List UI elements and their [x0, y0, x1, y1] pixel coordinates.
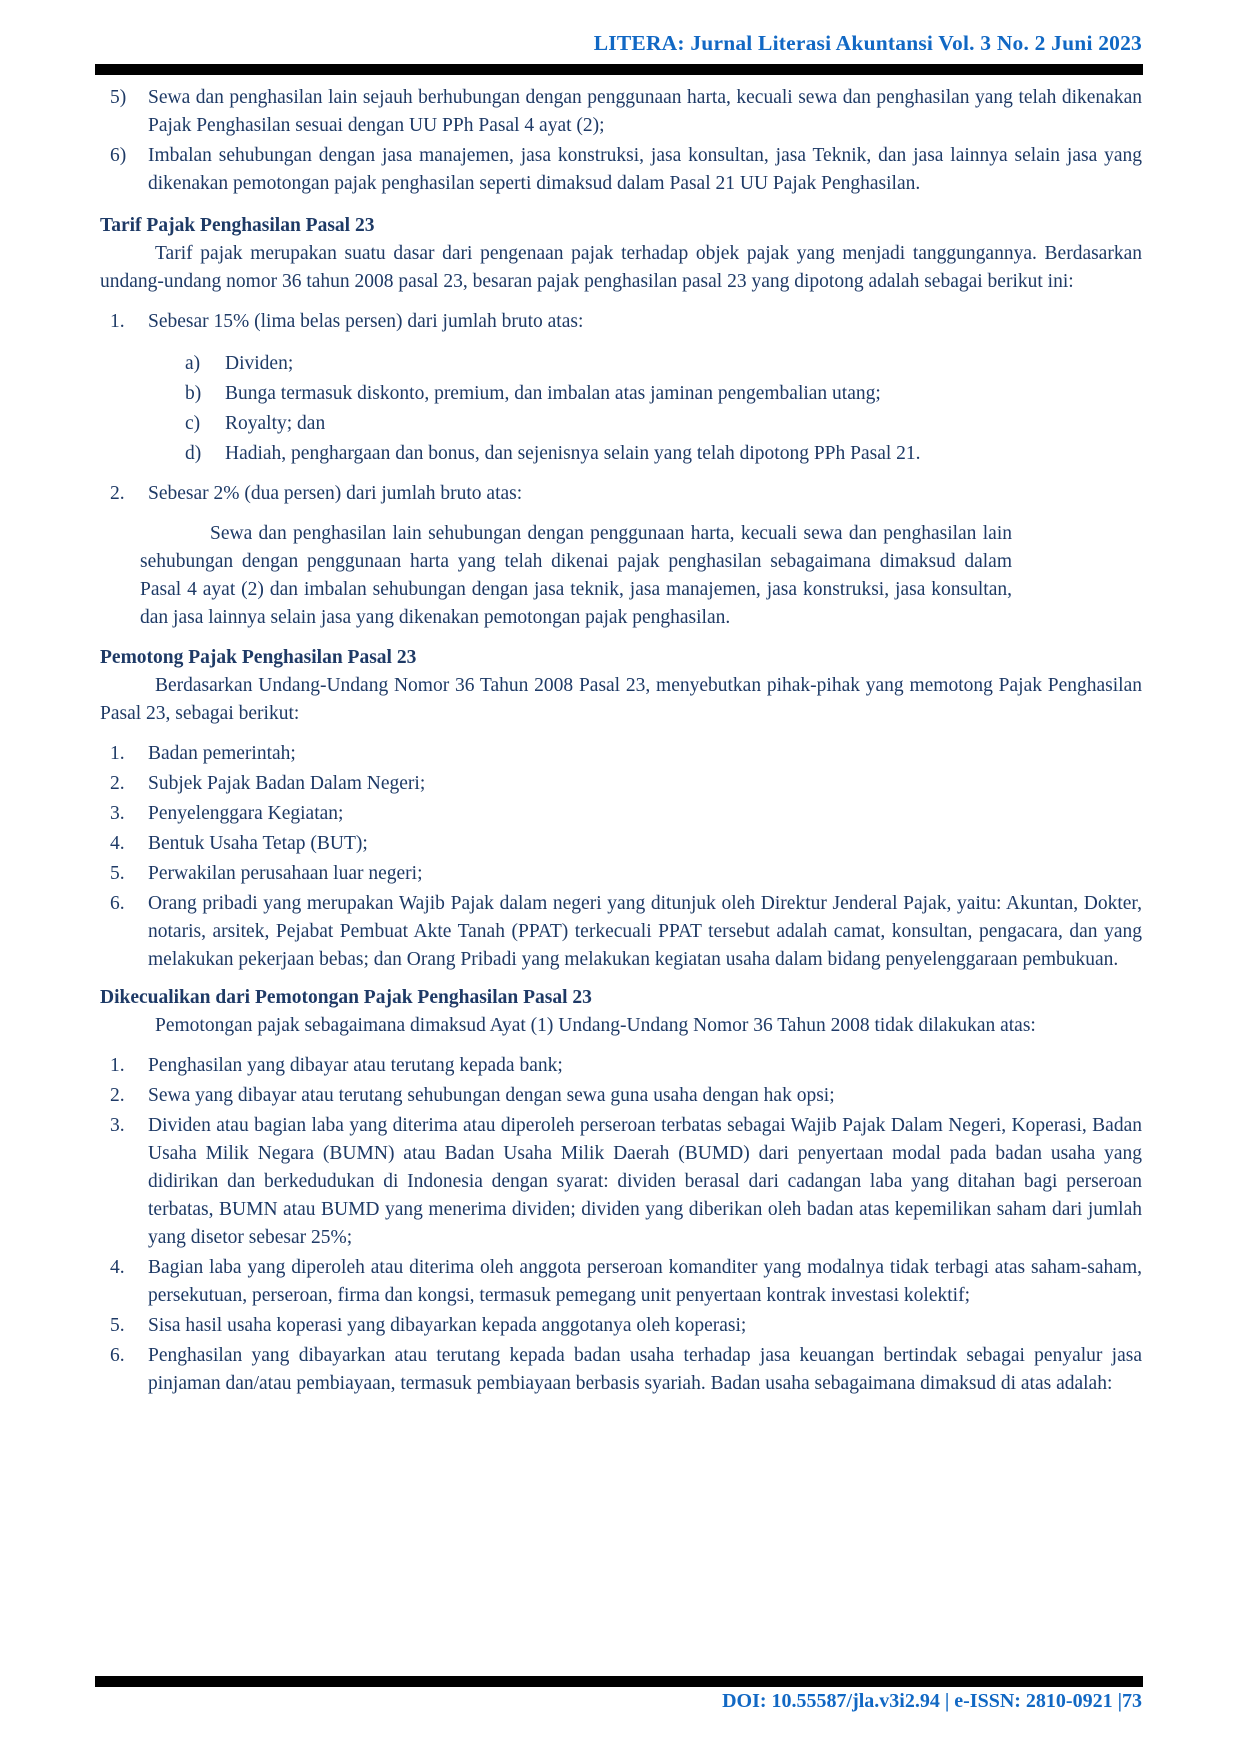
header-rule — [95, 64, 1143, 75]
list-marker: a) — [185, 353, 201, 374]
list-item — [100, 740, 1142, 768]
list-item — [100, 1112, 1142, 1252]
list-item-text: Subjek Pajak Badan Dalam Negeri; — [148, 773, 426, 794]
list-item — [100, 1082, 1142, 1110]
list-item-text: Penghasilan yang dibayar atau terutang kepada bank; — [148, 1055, 563, 1076]
list-item — [100, 480, 1142, 508]
list-marker: 1. — [110, 311, 125, 332]
list-marker: 4. — [110, 833, 125, 854]
list-item-text: Dividen; — [225, 353, 294, 374]
list-item-text: Royalty; dan — [225, 413, 326, 434]
section-heading-tarif: Tarif Pajak Penghasilan Pasal 23 — [100, 215, 375, 236]
list-item — [100, 380, 1142, 408]
list-item — [100, 830, 1142, 858]
list-marker: 5) — [110, 87, 127, 108]
list-item — [100, 142, 1142, 198]
list-item-text: Sewa dan penghasilan lain sejauh berhubungan dengan penggunaan harta, kecuali sewa dan penghasilan yang telah dikenakan Pajak Penghasilan sesuai dengan UU PPh Pasal 4 ayat (2); — [148, 87, 1142, 136]
doi-footer: DOI: 10.55587/jla.v3i2.94 | e-ISSN: 2810-0921 |73 — [722, 1690, 1142, 1712]
list-marker: 1. — [110, 743, 125, 764]
list-item — [100, 440, 1142, 468]
list-item — [100, 308, 1142, 336]
section-heading-dikecualikan: Dikecualikan dari Pemotongan Pajak Penghasilan Pasal 23 — [100, 987, 592, 1008]
paragraph: Berdasarkan Undang-Undang Nomor 36 Tahun 2008 Pasal 23, menyebutkan pihak-pihak yang memotong Pajak Penghasilan Pasal 23, sebagai berikut: — [100, 675, 1142, 724]
list-item-text: Badan pemerintah; — [148, 743, 296, 764]
list-marker: 1. — [110, 1055, 125, 1076]
list-marker: 5. — [110, 863, 125, 884]
list-item-text: Imbalan sehubungan dengan jasa manajemen, jasa konstruksi, jasa konsultan, jasa Teknik, dan jasa lainnya selain jasa yang dikenakan pemotongan pajak penghasilan seperti dimaksud dalam Pasal 21 UU Pajak Penghasilan. — [148, 145, 1142, 194]
list-marker: c) — [185, 413, 201, 434]
list-item-text: Bentuk Usaha Tetap (BUT); — [148, 833, 368, 854]
paragraph: Sewa dan penghasilan lain sehubungan dengan penggunaan harta, kecuali sewa dan penghasilan lain sehubungan dengan penggunaan harta yang telah dikenai pajak penghasilan sebagaimana dimaksud dalam Pasal 4 ayat (2) dan imbalan sehubungan dengan jasa teknik, jasa manajemen, jasa konstruksi, jasa konsultan, dan jasa lainnya selain jasa yang dikenakan pemotongan pajak penghasilan. — [140, 523, 1012, 628]
page-content — [100, 84, 1142, 1400]
list-item — [100, 770, 1142, 798]
list-item — [100, 410, 1142, 438]
list-item-text: Perwakilan perusahaan luar negeri; — [148, 863, 423, 884]
footer-rule — [95, 1676, 1143, 1687]
list-item — [100, 1312, 1142, 1340]
list-marker: 6. — [110, 1345, 125, 1366]
list-item-text: Hadiah, penghargaan dan bonus, dan sejenisnya selain yang telah dipotong PPh Pasal 21. — [225, 443, 921, 464]
section-heading-pemotong: Pemotong Pajak Penghasilan Pasal 23 — [100, 647, 417, 668]
list-item-text: Sewa yang dibayar atau terutang sehubungan dengan sewa guna usaha dengan hak opsi; — [148, 1085, 835, 1106]
list-marker: 6. — [110, 893, 125, 914]
list-item-text: Sebesar 15% (lima belas persen) dari jumlah bruto atas: — [148, 311, 584, 332]
list-item — [100, 890, 1142, 974]
list-item-text: Penyelenggara Kegiatan; — [148, 803, 344, 824]
journal-header: LITERA: Jurnal Literasi Akuntansi Vol. 3 No. 2 Juni 2023 — [593, 31, 1142, 55]
list-marker: b) — [185, 383, 202, 404]
list-item-text: Bagian laba yang diperoleh atau diterima oleh anggota perseroan komanditer yang modalnya tidak terbagi atas saham-saham, persekutuan, perseroan, firma dan kongsi, termasuk pemegang unit penyertaan kontrak investasi kolektif; — [148, 1257, 1142, 1306]
list-marker: 3. — [110, 803, 125, 824]
list-item — [100, 350, 1142, 378]
list-item-text: Dividen atau bagian laba yang diterima atau diperoleh perseroan terbatas sebagai Wajib Pajak Dalam Negeri, Koperasi, Badan Usaha Milik Negara (BUMN) atau Badan Usaha Milik Daerah (BUMD) dari penyertaan modal pada badan usaha yang didirikan dan berkedudukan di Indonesia dengan syarat: dividen berasal dari cadangan laba yang ditahan bagi perseroan terbatas, BUMN atau BUMD yang menerima dividen; dividen yang diberikan oleh badan atas kepemilikan saham dari jumlah yang disetor sebesar 25%; — [148, 1115, 1142, 1248]
list-item — [100, 800, 1142, 828]
list-marker: 5. — [110, 1315, 125, 1336]
list-item — [100, 1254, 1142, 1310]
list-marker: 2. — [110, 1085, 125, 1106]
list-marker: 2. — [110, 773, 125, 794]
list-item-text: Orang pribadi yang merupakan Wajib Pajak dalam negeri yang ditunjuk oleh Direktur Jenderal Pajak, yaitu: Akuntan, Dokter, notaris, arsitek, Pejabat Pembuat Akte Tanah (PPAT) terkecuali PPAT tersebut adalah camat, konsultan, pengacara, dan yang melakukan pekerjaan bebas; dan Orang Pribadi yang melakukan kegiatan usaha dalam bidang penyelenggaraan pembukuan. — [148, 893, 1142, 970]
list-item — [100, 860, 1142, 888]
paragraph: Tarif pajak merupakan suatu dasar dari pengenaan pajak terhadap objek pajak yang menjadi tanggungannya. Berdasarkan undang-undang nomor 36 tahun 2008 pasal 23, besaran pajak penghasilan pasal 23 yang dipotong adalah sebagai berikut ini: — [100, 243, 1142, 292]
list-marker: 6) — [110, 145, 127, 166]
list-item-text: Penghasilan yang dibayarkan atau terutang kepada badan usaha terhadap jasa keuangan bertindak sebagai penyalur jasa pinjaman dan/atau pembiayaan, termasuk pembiayaan berbasis syariah. Badan usaha sebagaimana dimaksud di atas adalah: — [148, 1345, 1142, 1394]
list-item — [100, 1052, 1142, 1080]
list-marker: 4. — [110, 1257, 125, 1278]
list-item — [100, 84, 1142, 140]
list-item-text: Sebesar 2% (dua persen) dari jumlah bruto atas: — [148, 483, 523, 504]
paragraph: Pemotongan pajak sebagaimana dimaksud Ayat (1) Undang-Undang Nomor 36 Tahun 2008 tidak dilakukan atas: — [155, 1015, 1036, 1036]
list-item-text: Bunga termasuk diskonto, premium, dan imbalan atas jaminan pengembalian utang; — [225, 383, 881, 404]
list-item — [100, 1342, 1142, 1398]
list-marker: 3. — [110, 1115, 125, 1136]
list-marker: 2. — [110, 483, 125, 504]
list-item-text: Sisa hasil usaha koperasi yang dibayarkan kepada anggotanya oleh koperasi; — [148, 1315, 747, 1336]
list-marker: d) — [185, 443, 202, 464]
